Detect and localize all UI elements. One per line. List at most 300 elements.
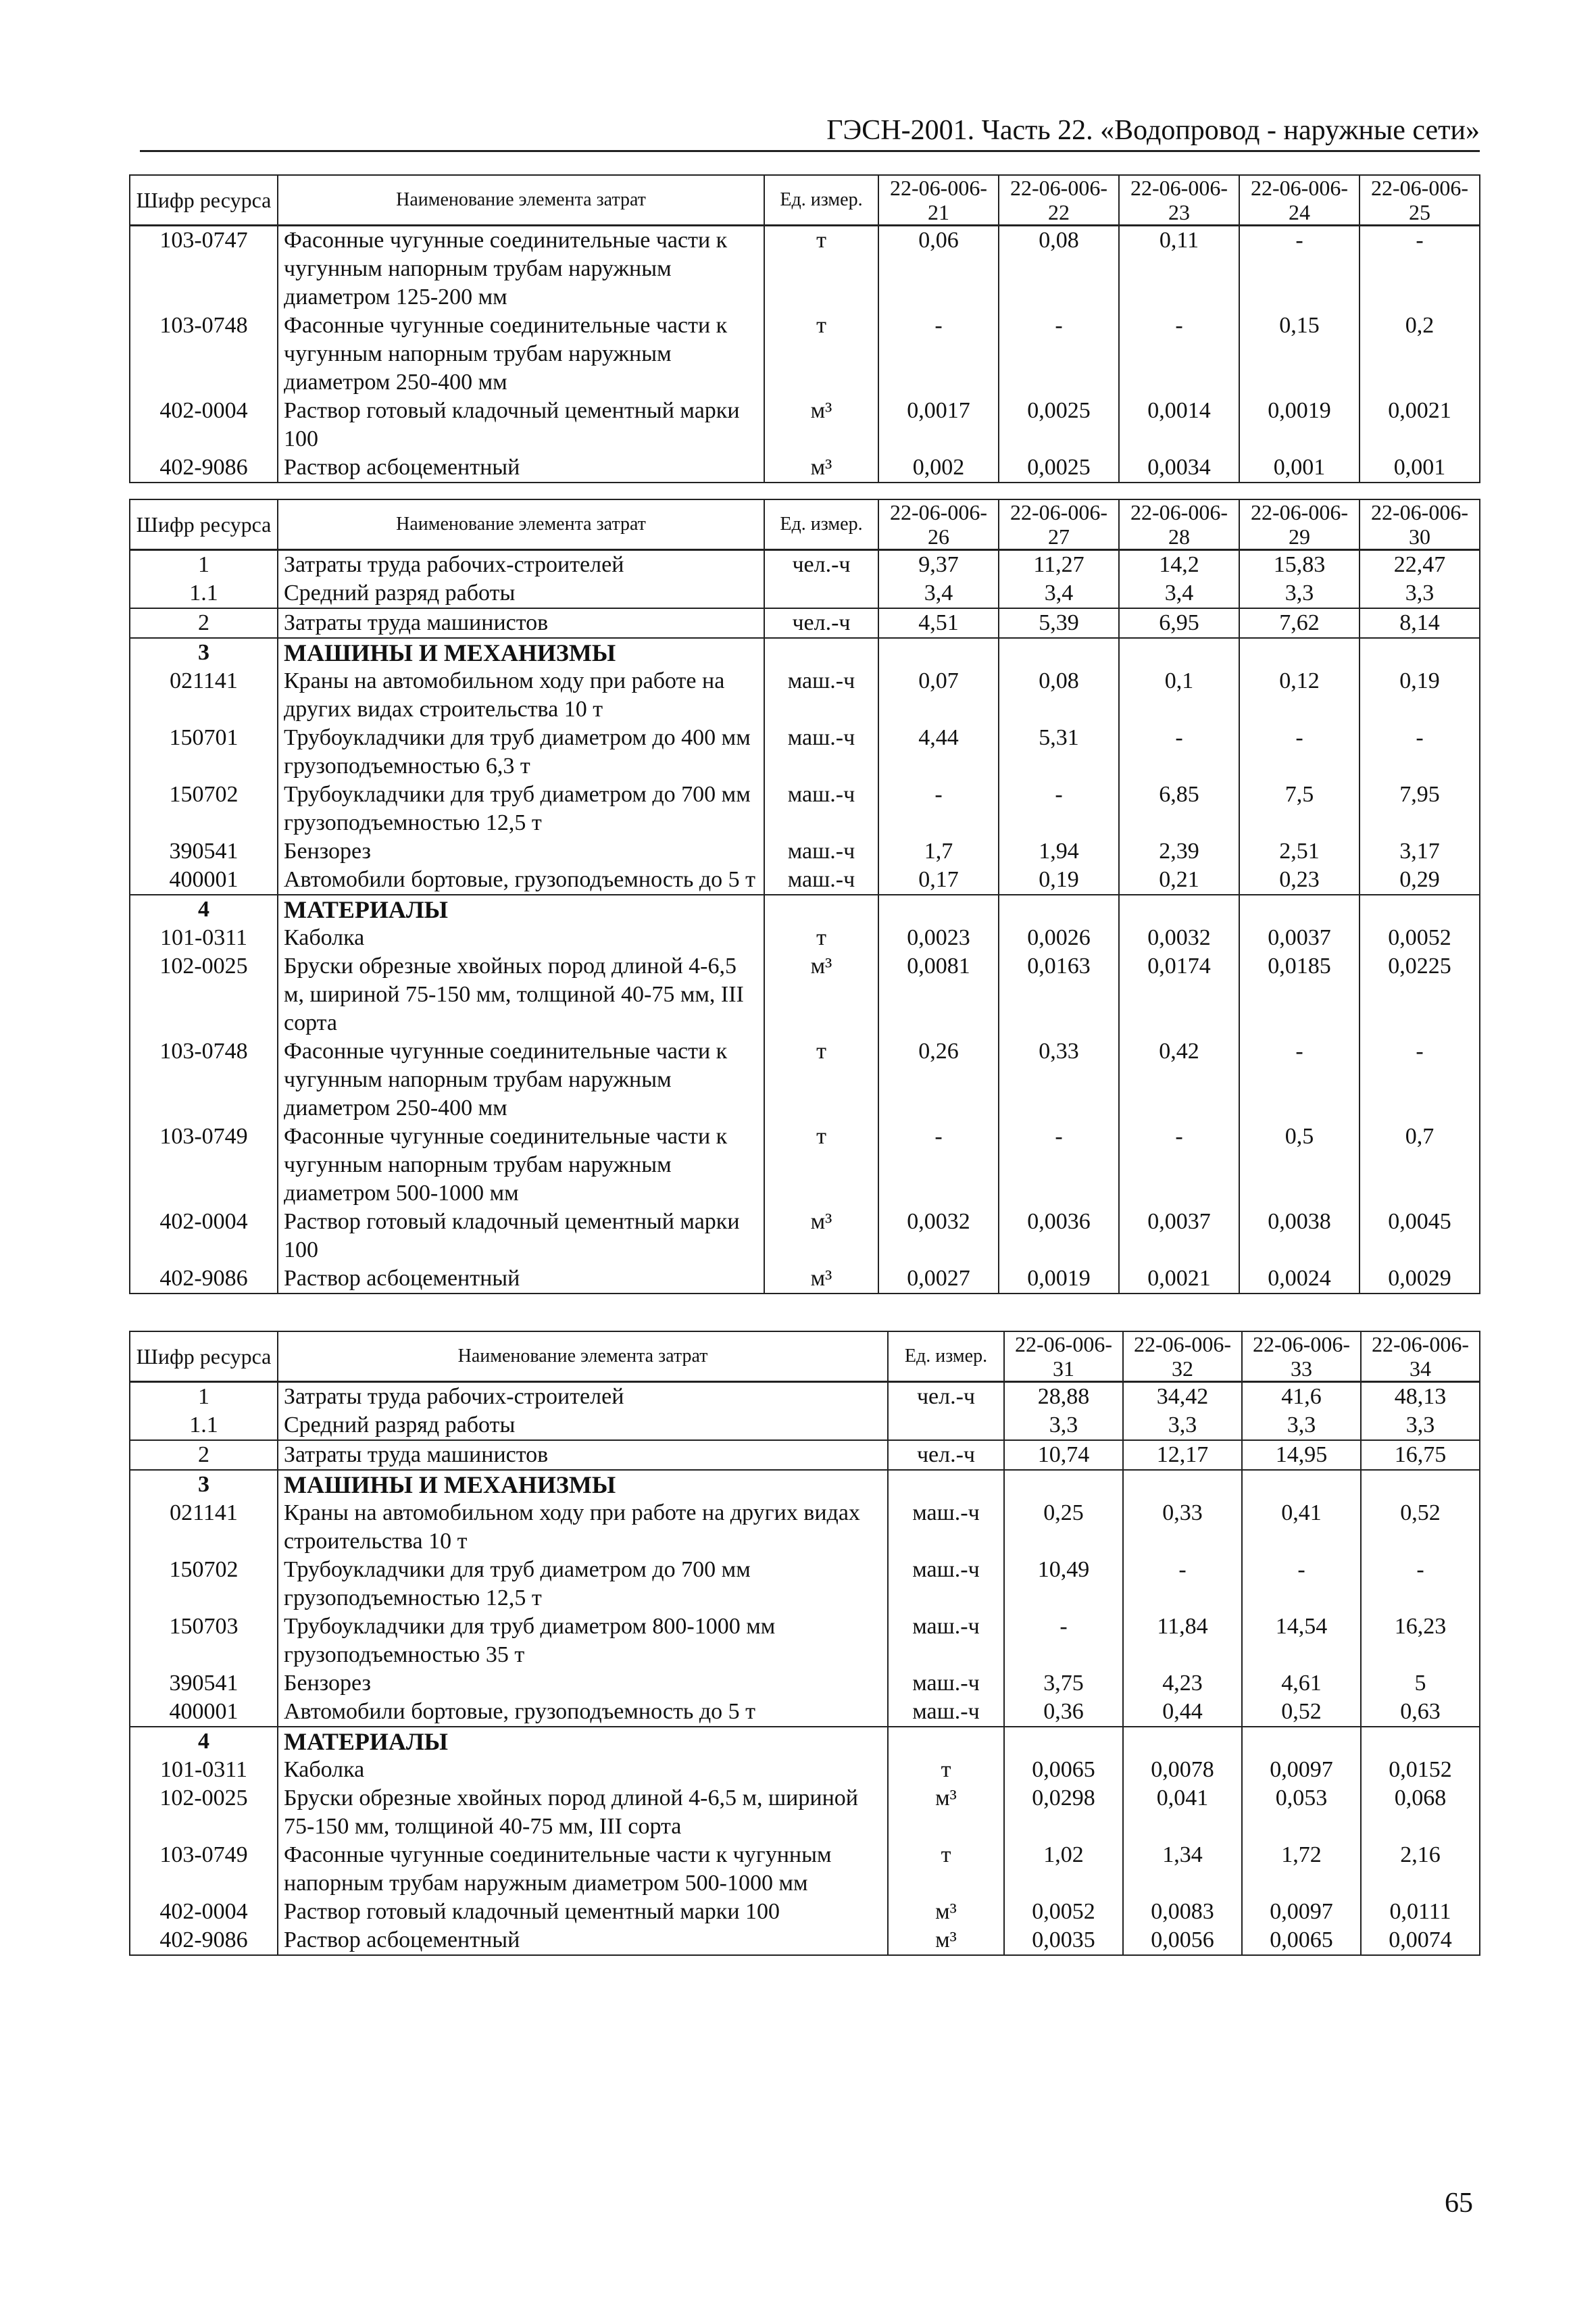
resource-name: Автомобили бортовые, грузоподъемность до 5 т	[278, 866, 764, 895]
resource-code: 1	[130, 1382, 278, 1412]
resource-value: 0,0024	[1239, 1264, 1360, 1294]
resource-code: 402-0004	[130, 1208, 278, 1264]
resource-code: 400001	[130, 1698, 278, 1727]
resource-value: 3,3	[1242, 1411, 1361, 1440]
resource-value: 0,17	[878, 866, 999, 895]
resource-value: 0,08	[999, 226, 1119, 312]
resource-value: 10,74	[1004, 1440, 1123, 1470]
resource-value: 4,23	[1123, 1669, 1242, 1698]
resource-unit: маш.-ч	[764, 667, 878, 724]
resource-value: 0,26	[878, 1037, 999, 1123]
col-header-name: Наименование элемента затрат	[278, 175, 764, 226]
table-row	[130, 1264, 1480, 1294]
resource-value: 0,0014	[1119, 397, 1239, 453]
resource-value: 0,0065	[1242, 1926, 1361, 1955]
resource-unit: маш.-ч	[888, 1669, 1004, 1698]
resource-unit: м³	[764, 952, 878, 1037]
table-row	[130, 1898, 1480, 1926]
resource-table-2	[129, 499, 1480, 1294]
resource-value: 1,34	[1123, 1841, 1242, 1898]
resource-name: Трубоукладчики для труб диаметром до 700 мм грузоподъемностью 12,5 т	[278, 781, 764, 837]
resource-value: 0,0097	[1242, 1756, 1361, 1784]
resource-value: 1,02	[1004, 1841, 1123, 1898]
resource-value: 0,21	[1119, 866, 1239, 895]
resource-value: -	[1242, 1556, 1361, 1613]
section-number: 3	[130, 638, 278, 667]
section-number: 4	[130, 895, 278, 924]
resource-value: 3,17	[1360, 837, 1480, 866]
resource-unit: м³	[888, 1898, 1004, 1926]
resource-value: 41,6	[1242, 1382, 1361, 1412]
resource-unit: м³	[888, 1784, 1004, 1841]
resource-value: 0,068	[1361, 1784, 1480, 1841]
resource-name: Каболка	[278, 924, 764, 952]
resource-name: Затраты труда машинистов	[278, 1440, 888, 1470]
resource-code: 2	[130, 608, 278, 638]
resource-unit: т	[888, 1841, 1004, 1898]
resource-value: -	[878, 781, 999, 837]
resource-value: 0,0111	[1361, 1898, 1480, 1926]
resource-code: 402-9086	[130, 1926, 278, 1955]
resource-name: Затраты труда рабочих-строителей	[278, 1382, 888, 1412]
resource-value: 0,08	[999, 667, 1119, 724]
resource-value: 0,0052	[1004, 1898, 1123, 1926]
resource-unit: т	[764, 924, 878, 952]
table-row	[130, 579, 1480, 608]
resource-unit: чел.-ч	[764, 608, 878, 638]
table-row	[130, 667, 1480, 724]
col-header-norm: 22-06-006-26	[878, 499, 999, 550]
resource-value: -	[999, 1123, 1119, 1208]
resource-unit: т	[888, 1756, 1004, 1784]
resource-unit: чел.-ч	[764, 550, 878, 580]
col-header-name: Наименование элемента затрат	[278, 1331, 888, 1382]
resource-code: 1.1	[130, 1411, 278, 1440]
resource-value: 0,15	[1239, 312, 1360, 397]
col-header-norm: 22-06-006-28	[1119, 499, 1239, 550]
col-header-norm: 22-06-006-22	[999, 175, 1119, 226]
page-header: ГЭСН-2001. Часть 22. «Водопровод - наружные сети»	[140, 114, 1480, 152]
resource-code: 021141	[130, 1499, 278, 1556]
resource-value: -	[1361, 1556, 1480, 1613]
resource-value: -	[1360, 724, 1480, 781]
resource-value: 0,0065	[1004, 1756, 1123, 1784]
resource-name: Трубоукладчики для труб диаметром до 700 мм грузоподъемностью 12,5 т	[278, 1556, 888, 1613]
resource-value: 11,27	[999, 550, 1119, 580]
resource-unit	[764, 579, 878, 608]
resource-value: 0,0174	[1119, 952, 1239, 1037]
section-title: МАШИНЫ И МЕХАНИЗМЫ	[278, 1470, 888, 1499]
resource-value: 11,84	[1123, 1613, 1242, 1669]
resource-value: 3,4	[878, 579, 999, 608]
resource-value: 0,29	[1360, 866, 1480, 895]
col-header-norm: 22-06-006-33	[1242, 1331, 1361, 1382]
resource-unit: м³	[764, 453, 878, 483]
resource-name: Раствор готовый кладочный цементный марки 100	[278, 1898, 888, 1926]
resource-value: 3,75	[1004, 1669, 1123, 1698]
resource-value: 0,0019	[999, 1264, 1119, 1294]
resource-value: -	[1239, 1037, 1360, 1123]
resource-unit: т	[764, 1037, 878, 1123]
resource-value: 16,75	[1361, 1440, 1480, 1470]
resource-value: 0,19	[999, 866, 1119, 895]
resource-value: 0,0023	[878, 924, 999, 952]
resource-unit: маш.-ч	[764, 866, 878, 895]
resource-code: 402-0004	[130, 397, 278, 453]
col-header-norm: 22-06-006-23	[1119, 175, 1239, 226]
table-row	[130, 1556, 1480, 1613]
resource-unit: маш.-ч	[888, 1613, 1004, 1669]
resource-value: 0,0032	[878, 1208, 999, 1264]
resource-code: 102-0025	[130, 1784, 278, 1841]
resource-value: 10,49	[1004, 1556, 1123, 1613]
resource-value: 0,2	[1360, 312, 1480, 397]
section-row	[130, 1470, 1480, 1499]
resource-value: 0,001	[1360, 453, 1480, 483]
table-row	[130, 1698, 1480, 1727]
table-row	[130, 453, 1480, 483]
resource-name: Трубоукладчики для труб диаметром до 400 мм грузоподъемностью 6,3 т	[278, 724, 764, 781]
resource-value: 0,12	[1239, 667, 1360, 724]
resource-value: 2,16	[1361, 1841, 1480, 1898]
resource-value: 0,0034	[1119, 453, 1239, 483]
resource-value: 3,3	[1004, 1411, 1123, 1440]
resource-value: 4,61	[1242, 1669, 1361, 1698]
table-row	[130, 608, 1480, 638]
resource-name: Бруски обрезные хвойных пород длиной 4-6,5 м, шириной 75-150 мм, толщиной 40-75 мм, III сорта	[278, 1784, 888, 1841]
resource-code: 150702	[130, 1556, 278, 1613]
table-header-row	[130, 499, 1480, 550]
table-row	[130, 1613, 1480, 1669]
col-header-name: Наименование элемента затрат	[278, 499, 764, 550]
resource-value: -	[1360, 226, 1480, 312]
table-row	[130, 1926, 1480, 1955]
table-row	[130, 924, 1480, 952]
resource-code: 101-0311	[130, 1756, 278, 1784]
resource-value: 0,63	[1361, 1698, 1480, 1727]
table-header-row	[130, 1331, 1480, 1382]
resource-value: 6,95	[1119, 608, 1239, 638]
resource-value: 0,7	[1360, 1123, 1480, 1208]
resource-name: Раствор готовый кладочный цементный марки 100	[278, 1208, 764, 1264]
resource-value: 1,7	[878, 837, 999, 866]
table-row	[130, 724, 1480, 781]
resource-value: 14,95	[1242, 1440, 1361, 1470]
table-header-row	[130, 175, 1480, 226]
resource-value: -	[878, 312, 999, 397]
col-header-norm: 22-06-006-25	[1360, 175, 1480, 226]
resource-value: -	[1360, 1037, 1480, 1123]
col-header-norm: 22-06-006-32	[1123, 1331, 1242, 1382]
resource-name: Фасонные чугунные соединительные части к чугунным напорным трубам наружным диаметром 250-400 мм	[278, 312, 764, 397]
section-row	[130, 638, 1480, 667]
resource-table-1	[129, 174, 1480, 483]
col-header-code: Шифр ресурса	[130, 175, 278, 226]
table-row	[130, 1037, 1480, 1123]
resource-code: 103-0747	[130, 226, 278, 312]
resource-value: -	[999, 781, 1119, 837]
table-row	[130, 1440, 1480, 1470]
resource-value: 0,0185	[1239, 952, 1360, 1037]
resource-name: Автомобили бортовые, грузоподъемность до 5 т	[278, 1698, 888, 1727]
resource-unit: маш.-ч	[888, 1698, 1004, 1727]
resource-code: 402-0004	[130, 1898, 278, 1926]
resource-value: 1,72	[1242, 1841, 1361, 1898]
resource-value: 3,3	[1239, 579, 1360, 608]
resource-value: 0,002	[878, 453, 999, 483]
resource-value: 0,36	[1004, 1698, 1123, 1727]
resource-unit: чел.-ч	[888, 1440, 1004, 1470]
resource-unit: м³	[888, 1926, 1004, 1955]
resource-value: 34,42	[1123, 1382, 1242, 1412]
resource-name: Трубоукладчики для труб диаметром 800-1000 мм грузоподъемностью 35 т	[278, 1613, 888, 1669]
resource-value: 7,5	[1239, 781, 1360, 837]
resource-code: 103-0749	[130, 1123, 278, 1208]
resource-value: 3,3	[1360, 579, 1480, 608]
resource-value: -	[1119, 1123, 1239, 1208]
resource-value: -	[1119, 312, 1239, 397]
col-header-norm: 22-06-006-24	[1239, 175, 1360, 226]
resource-code: 2	[130, 1440, 278, 1470]
resource-code: 400001	[130, 866, 278, 895]
resource-code: 101-0311	[130, 924, 278, 952]
resource-name: Затраты труда машинистов	[278, 608, 764, 638]
resource-value: 28,88	[1004, 1382, 1123, 1412]
resource-value: 0,42	[1119, 1037, 1239, 1123]
col-header-norm: 22-06-006-27	[999, 499, 1119, 550]
resource-code: 103-0749	[130, 1841, 278, 1898]
resource-code: 1.1	[130, 579, 278, 608]
col-header-norm: 22-06-006-34	[1361, 1331, 1480, 1382]
resource-value: 0,0025	[999, 397, 1119, 453]
page-number: 65	[1445, 2188, 1473, 2219]
resource-value: 0,053	[1242, 1784, 1361, 1841]
resource-value: -	[1239, 724, 1360, 781]
resource-value: 0,0036	[999, 1208, 1119, 1264]
resource-value: 0,44	[1123, 1698, 1242, 1727]
resource-value: 5	[1361, 1669, 1480, 1698]
col-header-norm: 22-06-006-31	[1004, 1331, 1123, 1382]
resource-value: 3,4	[999, 579, 1119, 608]
table-row	[130, 837, 1480, 866]
resource-unit: маш.-ч	[764, 724, 878, 781]
resource-value: 3,4	[1119, 579, 1239, 608]
resource-value: 7,62	[1239, 608, 1360, 638]
resource-name: Бензорез	[278, 1669, 888, 1698]
col-header-unit: Ед. измер.	[888, 1331, 1004, 1382]
resource-unit: т	[764, 1123, 878, 1208]
resource-code: 390541	[130, 1669, 278, 1698]
resource-name: Фасонные чугунные соединительные части к чугунным напорным трубам наружным диаметром 250-400 мм	[278, 1037, 764, 1123]
resource-value: 48,13	[1361, 1382, 1480, 1412]
resource-value: 0,0021	[1119, 1264, 1239, 1294]
resource-value: 1,94	[999, 837, 1119, 866]
resource-value: 14,2	[1119, 550, 1239, 580]
resource-value: 0,0163	[999, 952, 1119, 1037]
resource-value: 0,11	[1119, 226, 1239, 312]
resource-unit: т	[764, 312, 878, 397]
table-row	[130, 312, 1480, 397]
resource-value: -	[1239, 226, 1360, 312]
resource-value: 0,0021	[1360, 397, 1480, 453]
section-row	[130, 895, 1480, 924]
resource-code: 103-0748	[130, 1037, 278, 1123]
resource-value: 5,31	[999, 724, 1119, 781]
resource-value: 6,85	[1119, 781, 1239, 837]
table-row	[130, 1123, 1480, 1208]
resource-name: Фасонные чугунные соединительные части к чугунным напорным трубам наружным диаметром 500-1000 мм	[278, 1123, 764, 1208]
resource-value: 0,0017	[878, 397, 999, 453]
resource-name: Средний разряд работы	[278, 1411, 888, 1440]
col-header-norm: 22-06-006-29	[1239, 499, 1360, 550]
resource-value: 0,19	[1360, 667, 1480, 724]
section-title: МАШИНЫ И МЕХАНИЗМЫ	[278, 638, 764, 667]
resource-name: Затраты труда рабочих-строителей	[278, 550, 764, 580]
resource-name: Средний разряд работы	[278, 579, 764, 608]
resource-value: 0,0027	[878, 1264, 999, 1294]
resource-value: 22,47	[1360, 550, 1480, 580]
resource-value: 0,0029	[1360, 1264, 1480, 1294]
resource-value: 0,0026	[999, 924, 1119, 952]
resource-name: Фасонные чугунные соединительные части к чугунным напорным трубам наружным диаметром 500-1000 мм	[278, 1841, 888, 1898]
resource-value: 0,001	[1239, 453, 1360, 483]
resource-value: 0,33	[999, 1037, 1119, 1123]
resource-name: Раствор асбоцементный	[278, 1264, 764, 1294]
section-row	[130, 1727, 1480, 1756]
section-number: 3	[130, 1470, 278, 1499]
table-row	[130, 397, 1480, 453]
resource-value: 14,54	[1242, 1613, 1361, 1669]
resource-value: 5,39	[999, 608, 1119, 638]
resource-value: 9,37	[878, 550, 999, 580]
resource-value: -	[878, 1123, 999, 1208]
resource-unit: чел.-ч	[888, 1382, 1004, 1412]
table-row	[130, 1499, 1480, 1556]
table-row	[130, 952, 1480, 1037]
resource-unit: маш.-ч	[764, 781, 878, 837]
resource-unit: м³	[764, 1208, 878, 1264]
resource-value: 4,44	[878, 724, 999, 781]
resource-value: 0,0038	[1239, 1208, 1360, 1264]
table-row	[130, 1841, 1480, 1898]
resource-name: Фасонные чугунные соединительные части к чугунным напорным трубам наружным диаметром 125-200 мм	[278, 226, 764, 312]
resource-value: 0,0298	[1004, 1784, 1123, 1841]
resource-value: -	[1123, 1556, 1242, 1613]
resource-value: 0,0078	[1123, 1756, 1242, 1784]
resource-unit: маш.-ч	[888, 1556, 1004, 1613]
table-row	[130, 1669, 1480, 1698]
resource-value: -	[1119, 724, 1239, 781]
resource-code: 103-0748	[130, 312, 278, 397]
resource-value: 0,0019	[1239, 397, 1360, 453]
resource-value: 8,14	[1360, 608, 1480, 638]
resource-value: 7,95	[1360, 781, 1480, 837]
resource-value: 0,25	[1004, 1499, 1123, 1556]
resource-code: 102-0025	[130, 952, 278, 1037]
col-header-unit: Ед. измер.	[764, 175, 878, 226]
resource-name: Раствор асбоцементный	[278, 1926, 888, 1955]
table-row	[130, 781, 1480, 837]
table-row	[130, 1382, 1480, 1412]
resource-code: 150702	[130, 781, 278, 837]
resource-unit: маш.-ч	[888, 1499, 1004, 1556]
resource-value: 0,0037	[1239, 924, 1360, 952]
col-header-code: Шифр ресурса	[130, 1331, 278, 1382]
resource-value: 0,0056	[1123, 1926, 1242, 1955]
table-row	[130, 866, 1480, 895]
resource-name: Раствор асбоцементный	[278, 453, 764, 483]
table-row	[130, 550, 1480, 580]
resource-value: 0,0083	[1123, 1898, 1242, 1926]
resource-name: Каболка	[278, 1756, 888, 1784]
resource-value: 15,83	[1239, 550, 1360, 580]
resource-value: 0,0045	[1360, 1208, 1480, 1264]
table-row	[130, 1756, 1480, 1784]
resource-unit: т	[764, 226, 878, 312]
resource-value: 0,0037	[1119, 1208, 1239, 1264]
resource-value: 0,5	[1239, 1123, 1360, 1208]
resource-value: 0,33	[1123, 1499, 1242, 1556]
resource-value: 0,52	[1242, 1698, 1361, 1727]
resource-value: 0,06	[878, 226, 999, 312]
col-header-norm: 22-06-006-21	[878, 175, 999, 226]
resource-unit	[888, 1411, 1004, 1440]
resource-value: 12,17	[1123, 1440, 1242, 1470]
resource-code: 150701	[130, 724, 278, 781]
resource-value: 0,0035	[1004, 1926, 1123, 1955]
resource-value: 3,3	[1123, 1411, 1242, 1440]
resource-code: 150703	[130, 1613, 278, 1669]
resource-value: 0,0074	[1361, 1926, 1480, 1955]
col-header-unit: Ед. измер.	[764, 499, 878, 550]
resource-value: 0,41	[1242, 1499, 1361, 1556]
table-row	[130, 1411, 1480, 1440]
resource-name: Краны на автомобильном ходу при работе на других видах строительства 10 т	[278, 1499, 888, 1556]
resource-value: 3,3	[1361, 1411, 1480, 1440]
resource-unit: м³	[764, 397, 878, 453]
resource-value: 0,0225	[1360, 952, 1480, 1037]
col-header-code: Шифр ресурса	[130, 499, 278, 550]
resource-value: 0,07	[878, 667, 999, 724]
section-title: МАТЕРИАЛЫ	[278, 1727, 888, 1756]
resource-value: 4,51	[878, 608, 999, 638]
resource-name: Раствор готовый кладочный цементный марки 100	[278, 397, 764, 453]
resource-value: 0,23	[1239, 866, 1360, 895]
table-row	[130, 1784, 1480, 1841]
table-row	[130, 226, 1480, 312]
resource-unit: м³	[764, 1264, 878, 1294]
resource-name: Бензорез	[278, 837, 764, 866]
resource-value: 16,23	[1361, 1613, 1480, 1669]
resource-value: 2,39	[1119, 837, 1239, 866]
resource-value: 0,0052	[1360, 924, 1480, 952]
section-number: 4	[130, 1727, 278, 1756]
resource-code: 402-9086	[130, 1264, 278, 1294]
resource-code: 021141	[130, 667, 278, 724]
resource-value: 0,041	[1123, 1784, 1242, 1841]
col-header-norm: 22-06-006-30	[1360, 499, 1480, 550]
resource-code: 402-9086	[130, 453, 278, 483]
resource-value: 2,51	[1239, 837, 1360, 866]
resource-value: 0,0152	[1361, 1756, 1480, 1784]
resource-value: -	[1004, 1613, 1123, 1669]
resource-unit: маш.-ч	[764, 837, 878, 866]
resource-value: 0,1	[1119, 667, 1239, 724]
resource-value: 0,0032	[1119, 924, 1239, 952]
table-row	[130, 1208, 1480, 1264]
resource-value: 0,52	[1361, 1499, 1480, 1556]
resource-table-3	[129, 1331, 1480, 1956]
